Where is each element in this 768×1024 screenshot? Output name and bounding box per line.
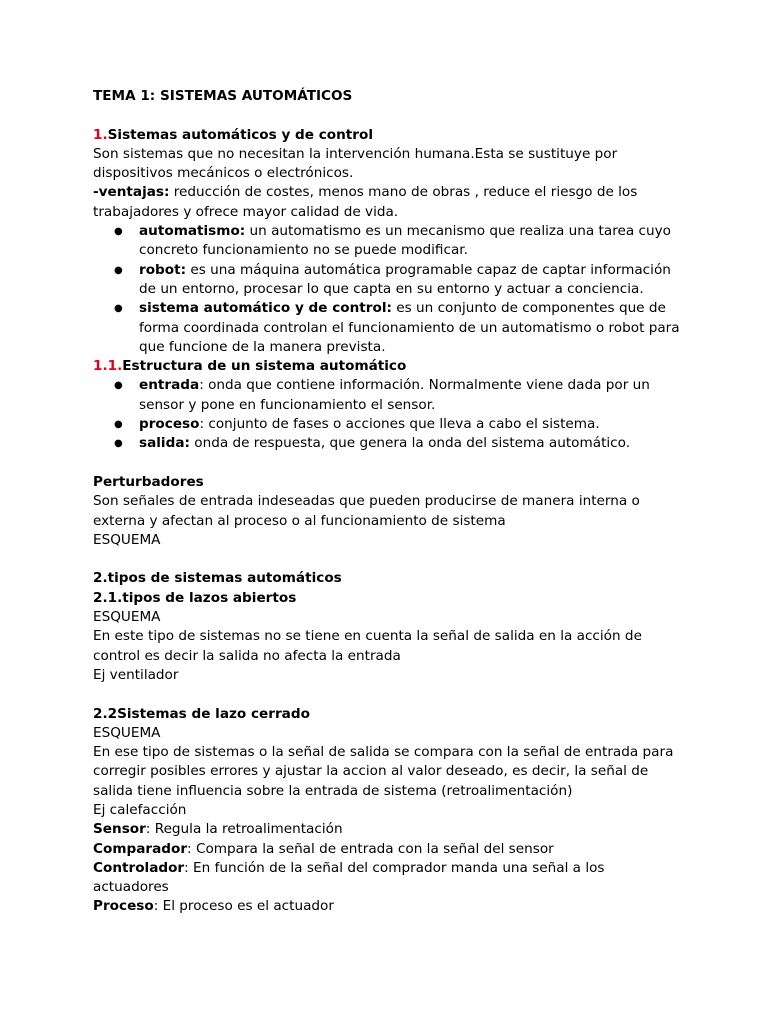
bullet-sistema-automatico: ● sistema automático y de control: es un conjunto de componentes que de forma coordinada controlan el funcionamiento de un automatismo o robot para que funcione de la manera prevista.: [93, 299, 683, 357]
section-2-2-text: En ese tipo de sistemas o la señal de salida se compara con la señal de entrada para corregir posibles errores y ajustar la accion al valor deseado, es decir, la señal de salida tiene influencia sobre la entrada de sistema (retroalimentación): [93, 744, 674, 799]
section-1-heading: 1.Sistemas automáticos y de control: [93, 126, 374, 143]
esquema-placeholder: ESQUEMA: [93, 724, 161, 741]
esquema-placeholder: ESQUEMA: [93, 609, 161, 626]
section-2-2-heading: 2.2Sistemas de lazo cerrado: [93, 705, 310, 722]
section-2-heading: 2.tipos de sistemas automáticos: [93, 570, 342, 587]
section-2-1-heading: 2.1.tipos de lazos abiertos: [93, 589, 297, 606]
section-1-1-heading: 1.1.Estructura de un sistema automático: [93, 358, 407, 375]
example-text: Ej ventilador: [93, 666, 179, 683]
item-proceso: Proceso: El proceso es el actuador: [93, 898, 334, 915]
item-controlador: Controlador: En función de la señal del comprador manda una señal a los actuadores: [93, 859, 605, 896]
bullet-proceso: ● proceso: conjunto de fases o acciones que lleva a cabo el sistema.: [93, 415, 683, 434]
bullet-salida: ● salida: onda de respuesta, que genera la onda del sistema automático.: [93, 434, 683, 453]
item-comparador: Comparador: Compara la señal de entrada con la señal del sensor: [93, 840, 554, 857]
section-1-intro: Son sistemas que no necesitan la intervención humana.Esta se sustituye por dispositivos mecánicos o electrónicos.: [93, 145, 618, 182]
example-text: Ej calefacción: [93, 801, 187, 818]
document-body: [93, 87, 683, 917]
bullet-automatismo: ● automatismo: un automatismo es un mecanismo que realiza una tarea cuyo concreto funcionamiento no se puede modificar.: [93, 222, 683, 261]
ventajas-paragraph: -ventajas: reducción de costes, menos mano de obras , reduce el riesgo de los trabajadores y ofrece mayor calidad de vida.: [93, 184, 638, 220]
bullet-robot: ● robot: es una máquina automática programable capaz de captar información de un entorno, procesar lo que capta en su entorno y actuar a conciencia.: [93, 261, 683, 300]
section-1-1-bullet-list: [93, 376, 683, 453]
item-sensor: Sensor: Regula la retroalimentación: [93, 821, 343, 838]
perturbadores-text: Son señales de entrada indeseadas que pueden producirse de manera interna o externa y afectan al proceso o al funcionamiento de sistema: [93, 493, 640, 529]
section-number: 1.1.: [93, 358, 123, 375]
section-1-bullet-list: [93, 222, 683, 357]
section-2-1-text: En este tipo de sistemas no se tiene en cuenta la señal de salida en la acción de control es decir la salida no afecta la entrada: [93, 628, 642, 664]
section-number: 1.: [93, 126, 108, 143]
bullet-entrada: ● entrada: onda que contiene información. Normalmente viene dada por un sensor y pone en funcionamiento el sensor.: [93, 376, 683, 415]
esquema-placeholder: ESQUEMA: [93, 531, 161, 548]
perturbadores-heading: Perturbadores: [93, 473, 204, 490]
document-title: TEMA 1: SISTEMAS AUTOMÁTICOS: [93, 88, 353, 104]
